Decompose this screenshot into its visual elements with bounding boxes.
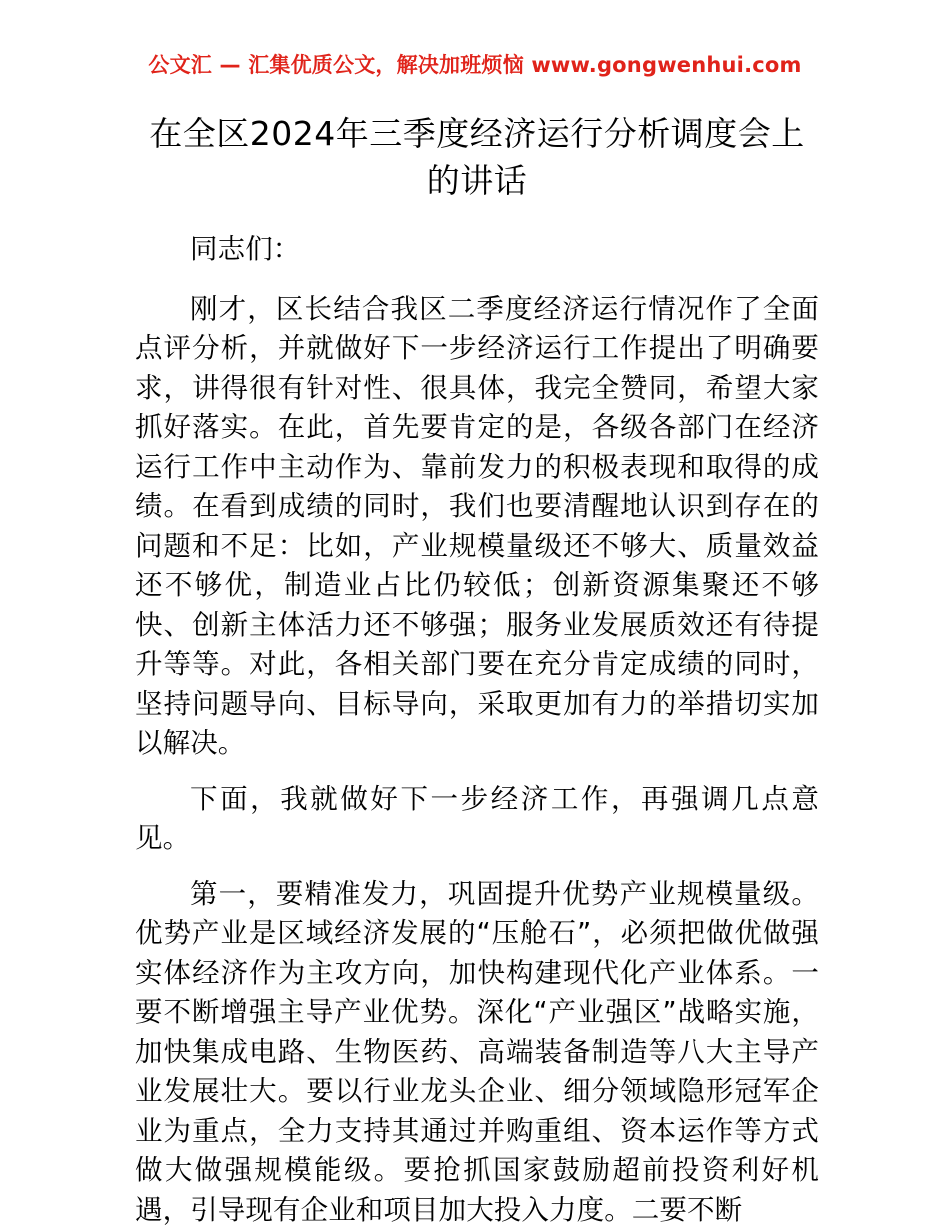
salutation: 同志们： xyxy=(190,233,301,265)
body-paragraph-2: 下面，我就做好下一步经济工作，再强调几点意见。 xyxy=(135,782,819,854)
page-title: 在全区2024年三季度经济运行分析调度会上的讲话 xyxy=(149,114,805,200)
body-paragraph-1: 刚才，区长结合我区二季度经济运行情况作了全面点评分析，并就做好下一步经济运行工作提出了明确要求，讲得很有针对性、很具体，我完全赞同，希望大家抓好落实。在此，首先要肯定的是，各级各部门在经济运行工作中主动作为、靠前发力的积极表现和取得的成绩。在看到成绩的同时，我们也要清醒地认识到存在的问题和不足：比如，产业规模量级还不够大、质量效益还不够优，制造业占比仍较低；创新资源集聚还不够快、创新主体活力还不够强；服务业发展质效还有待提升等等。对此，各相关部门要在充分肯定成绩的同时，坚持问题导向、目标导向，采取更加有力的举措切实加以解决。 xyxy=(135,292,819,759)
body-paragraph-3: 第一，要精准发力，巩固提升优势产业规模量级。优势产业是区域经济发展的“压舱石”，必须把做优做强实体经济作为主攻方向，加快构建现代化产业体系。一要不断增强主导产业优势。深化“产业强区”战略实施，加快集成电路、生物医药、高端装备制造等八大主导产业发展壮大。要以行业龙头企业、细分领域隐形冠军企业为重点，全力支持其通过并购重组、资本运作等方式做大做强规模能级。要抢抓国家鼓励超前投资利好机遇，引导现有企业和项目加大投入力度。二要不断 xyxy=(135,877,819,1226)
document-body xyxy=(135,110,819,1230)
watermark-url: www.gongwenhui.com xyxy=(531,53,802,77)
watermark-header xyxy=(0,52,950,79)
watermark-brand: 公文汇 — 汇集优质公文，解决加班烦恼 xyxy=(148,53,524,77)
